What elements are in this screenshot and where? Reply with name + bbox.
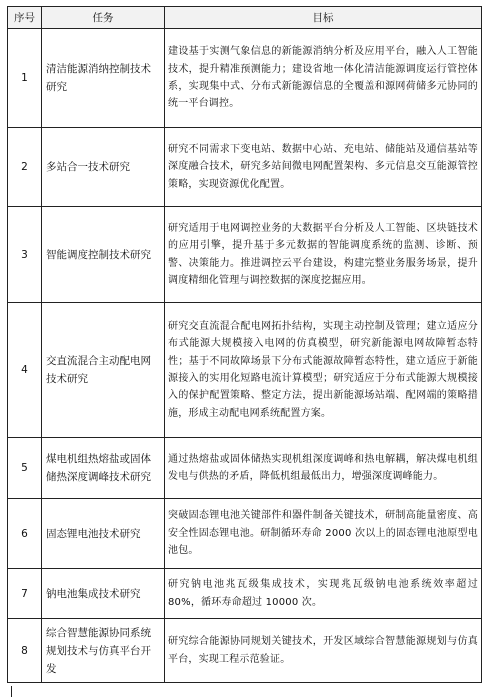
row-number: 6 (8, 499, 42, 569)
table-row (8, 569, 482, 619)
table-row (8, 128, 482, 207)
task-cell: 交直流混合主动配电网技术研究 (42, 303, 165, 438)
row-number: 2 (8, 128, 42, 207)
table-row (8, 438, 482, 499)
row-number: 3 (8, 207, 42, 303)
row-number: 8 (8, 619, 42, 683)
goal-cell: 研究适用于电网调控业务的大数据平台分析及人工智能、区块链技术的应用引擎，提升基于多元数据的智能调度系统的监测、诊断、预警、决策能力。推进调控云平台建设，构建完整业务服务场景，提升调度精细化管理与调控数据的深度挖掘应用。 (165, 207, 482, 303)
table-row (8, 303, 482, 438)
row-number: 7 (8, 569, 42, 619)
goal-cell: 突破固态锂电池关键部件和器件制备关键技术，研制高能量密度、高安全性固态锂电池。研制循环寿命 2000 次以上的固态锂电池原型电池包。 (165, 499, 482, 569)
goal-cell: 研究不同需求下变电站、数据中心站、充电站、储能站及通信基站等深度融合技术，研究多站间微电网配置架构、多元信息交互能源管控策略，实现资源优化配置。 (165, 128, 482, 207)
table-row (8, 29, 482, 128)
task-cell: 智能调度控制技术研究 (42, 207, 165, 303)
task-cell: 清洁能源消纳控制技术研究 (42, 29, 165, 128)
header-task: 任务 (42, 7, 165, 29)
goal-cell: 研究综合能源协同规划关键技术，开发区域综合智慧能源规划与仿真平台，实现工程示范验证。 (165, 619, 482, 683)
row-number: 4 (8, 303, 42, 438)
goal-cell: 通过热熔盐或固体储热实现机组深度调峰和热电解耦，解决煤电机组发电与供热的矛盾，降低机组最低出力，增强深度调峰能力。 (165, 438, 482, 499)
task-cell: 多站合一技术研究 (42, 128, 165, 207)
table-row (8, 499, 482, 569)
header-row (8, 7, 482, 29)
goal-cell: 建设基于实测气象信息的新能源消纳分析及应用平台，融入人工智能技术，提升精准预测能力；建设省地一体化清洁能源调度运行管控体系，实现集中式、分布式新能源信息的全覆盖和源网荷储多元协同的统一平台调控。 (165, 29, 482, 128)
row-number: 5 (8, 438, 42, 499)
text-cursor-mark (11, 686, 12, 697)
table-row (8, 619, 482, 683)
task-cell: 煤电机组热熔盐或固体储热深度调峰技术研究 (42, 438, 165, 499)
task-table (7, 6, 482, 683)
goal-cell: 研究交直流混合配电网拓扑结构，实现主动控制及管理；建立适应分布式能源大规模接入电网的仿真模型，研究新能源电网故障暂态特性；基于不同故障场景下分布式能源故障暂态特性，建立适应于新能源接入的实用化短路电流计算模型；研究适应于分布式能源大规模接入的保护配置策略、整定方法，提出新能源场站端、配网端的策略措施，形成主动配电网系统配置方案。 (165, 303, 482, 438)
row-number: 1 (8, 29, 42, 128)
task-cell: 固态锂电池技术研究 (42, 499, 165, 569)
header-no: 序号 (8, 7, 42, 29)
table-row (8, 207, 482, 303)
header-goal: 目标 (165, 7, 482, 29)
goal-cell: 研究钠电池兆瓦级集成技术，实现兆瓦级钠电池系统效率超过 80%，循环寿命超过 10000 次。 (165, 569, 482, 619)
task-cell: 综合智慧能源协同系统规划技术与仿真平台开发 (42, 619, 165, 683)
task-cell: 钠电池集成技术研究 (42, 569, 165, 619)
